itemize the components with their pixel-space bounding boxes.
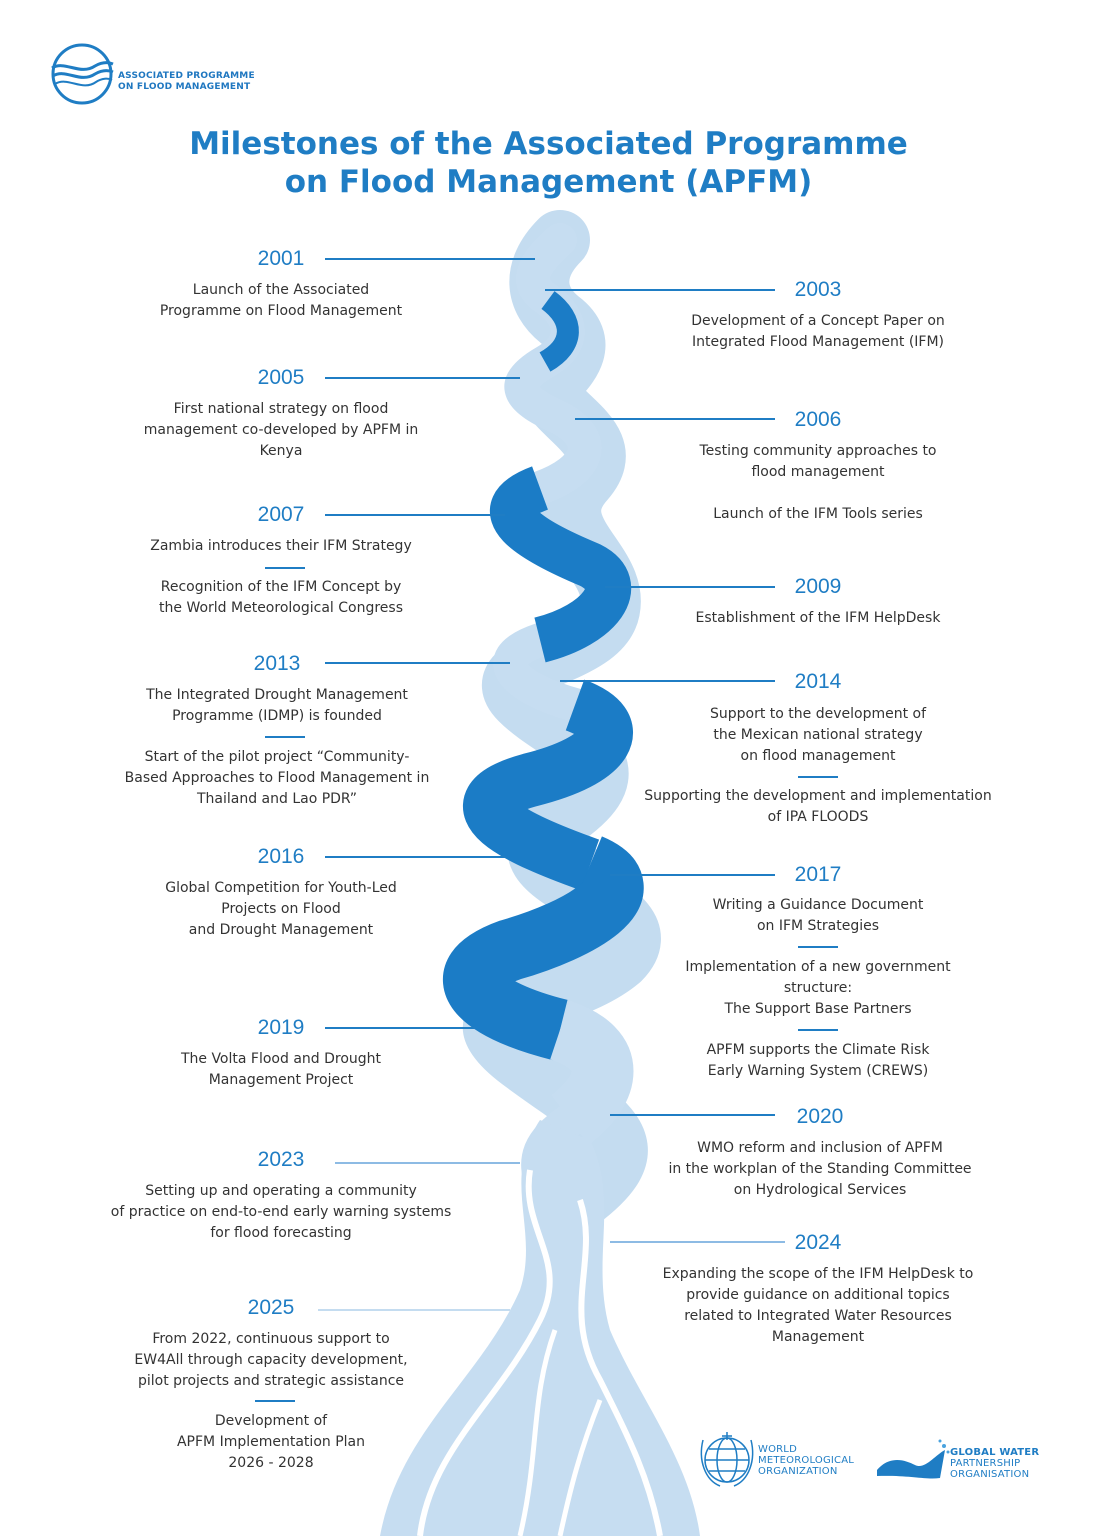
page-title <box>0 125 1097 201</box>
year-2016: 2016 <box>257 845 305 868</box>
milestone-2014-text-a <box>638 704 998 767</box>
year-2003: 2003 <box>794 278 842 301</box>
text-line: First national strategy on flood <box>173 401 389 417</box>
year-2025: 2025 <box>247 1296 295 1319</box>
year-2020: 2020 <box>796 1105 844 1128</box>
gwp-logo-icon <box>877 1440 950 1479</box>
text-line: Thailand and Lao PDR” <box>196 791 358 807</box>
logo-line-2: ON FLOOD MANAGEMENT <box>118 82 251 92</box>
year-2017: 2017 <box>794 863 842 886</box>
text-line: pilot projects and strategic assistance <box>137 1373 405 1389</box>
text-line: Programme on Flood Management <box>159 303 403 319</box>
text-line: Development of a Concept Paper on <box>691 313 945 329</box>
text-line: Support to the development of <box>709 706 927 722</box>
year-2019: 2019 <box>257 1016 305 1039</box>
text-line: Early Warning System (CREWS) <box>707 1063 929 1079</box>
text-line: Development of <box>214 1413 328 1429</box>
milestone-2014-text-b <box>618 786 1018 828</box>
text-line: Zambia introduces their IFM Strategy <box>150 538 412 554</box>
apfm-logo-icon <box>52 45 113 103</box>
text-line: the World Meteorological Congress <box>159 600 403 616</box>
text-line: Based Approaches to Flood Management in <box>124 770 430 786</box>
text-line: of IPA FLOODS <box>767 809 869 825</box>
milestone-2024-text <box>618 1264 1018 1348</box>
separator <box>798 946 838 948</box>
text-line: Setting up and operating a community <box>145 1183 417 1199</box>
text-line: WMO reform and inclusion of APFM <box>697 1140 943 1156</box>
text-line: Launch of the IFM Tools series <box>713 506 923 522</box>
text-line: provide guidance on additional topics <box>686 1287 950 1303</box>
milestone-2017-text-a <box>638 895 998 937</box>
text-line: EW4All through capacity development, <box>134 1352 408 1368</box>
text-line: and Drought Management <box>188 922 374 938</box>
year-2013: 2013 <box>253 652 301 675</box>
text-line: ORGANISATION <box>950 1469 1030 1480</box>
milestone-2016-text <box>101 878 461 941</box>
text-line: Writing a Guidance Document <box>712 897 924 913</box>
milestone-2025-text-b <box>91 1411 451 1474</box>
milestone-2017-text-c <box>638 1040 998 1082</box>
milestone-2020-text <box>620 1138 1020 1201</box>
text-line: Recognition of the IFM Concept by <box>160 579 402 595</box>
text-line: in the workplan of the Standing Committee <box>668 1161 972 1177</box>
text-line: GLOBAL WATER <box>950 1447 1040 1458</box>
text-line: Kenya <box>259 443 303 459</box>
milestone-2001-text <box>101 280 461 322</box>
text-line: Management Project <box>208 1072 354 1088</box>
year-2023: 2023 <box>257 1148 305 1171</box>
text-line: Programme (IDMP) is founded <box>172 708 382 724</box>
text-line: Start of the pilot project “Community- <box>144 749 410 765</box>
text-line: Expanding the scope of the IFM HelpDesk to <box>662 1266 974 1282</box>
separator <box>265 567 305 569</box>
milestone-2017-text-b <box>638 957 998 1020</box>
year-2009: 2009 <box>794 575 842 598</box>
text-line: Management <box>771 1329 865 1345</box>
milestone-2003-text <box>638 311 998 353</box>
milestone-2006-text <box>638 441 998 525</box>
separator <box>798 776 838 778</box>
milestone-2009-text <box>638 608 998 629</box>
text-line: for flood forecasting <box>210 1225 352 1241</box>
year-2024: 2024 <box>794 1231 842 1254</box>
text-line: Testing community approaches to <box>699 443 937 459</box>
text-line: management co-developed by APFM in <box>143 422 419 438</box>
milestone-2005-text <box>101 399 461 462</box>
separator <box>265 736 305 738</box>
text-line: The Integrated Drought Management <box>146 687 408 703</box>
wmo-logo-text <box>758 1444 854 1477</box>
text-line: on IFM Strategies <box>756 918 880 934</box>
text-line: METEOROLOGICAL <box>758 1455 855 1466</box>
text-line: The Volta Flood and Drought <box>180 1051 382 1067</box>
title-line-1: Milestones of the Associated Programme <box>189 126 908 162</box>
text-line: APFM supports the Climate Risk <box>706 1042 930 1058</box>
text-line: on Hydrological Services <box>733 1182 907 1198</box>
text-line: WORLD <box>758 1444 797 1455</box>
milestone-2007-text-b <box>101 577 461 619</box>
text-line: Launch of the Associated <box>192 282 370 298</box>
milestone-2023-text <box>81 1181 481 1244</box>
year-2005: 2005 <box>257 366 305 389</box>
text-line: From 2022, continuous support to <box>152 1331 390 1347</box>
milestone-2007-text-a <box>101 536 461 557</box>
title-line-2: on Flood Management (APFM) <box>284 164 813 200</box>
text-line: structure: <box>783 980 853 996</box>
text-line: of practice on end-to-end early warning systems <box>110 1204 452 1220</box>
separator <box>255 1400 295 1402</box>
text-line: APFM Implementation Plan <box>176 1434 365 1450</box>
milestone-2013-text-a <box>97 685 457 727</box>
apfm-logo-text <box>118 71 255 93</box>
text-line: Projects on Flood <box>221 901 341 917</box>
year-2014: 2014 <box>794 670 842 693</box>
text-line: Establishment of the IFM HelpDesk <box>695 610 941 626</box>
text-line: the Mexican national strategy <box>713 727 923 743</box>
separator <box>798 1029 838 1031</box>
text-line: PARTNERSHIP <box>950 1458 1021 1469</box>
text-line: Supporting the development and implementation <box>644 788 992 804</box>
text-line: Implementation of a new government <box>685 959 951 975</box>
wmo-emblem-icon <box>701 1432 752 1486</box>
text-line: Integrated Flood Management (IFM) <box>691 334 945 350</box>
milestone-2019-text <box>101 1049 461 1091</box>
milestone-2025-text-a <box>91 1329 451 1392</box>
gwp-logo-text <box>950 1447 1039 1480</box>
logo-line-1: ASSOCIATED PROGRAMME <box>118 71 255 81</box>
year-2001: 2001 <box>257 247 305 270</box>
text-line: ORGANIZATION <box>758 1466 838 1477</box>
text-line: The Support Base Partners <box>724 1001 912 1017</box>
text-line: flood management <box>751 464 885 480</box>
milestone-2013-text-b <box>87 747 467 810</box>
year-2006: 2006 <box>794 408 842 431</box>
text-line: on flood management <box>740 748 896 764</box>
year-2007: 2007 <box>257 503 305 526</box>
text-line: 2026 - 2028 <box>228 1455 314 1471</box>
text-line: Global Competition for Youth-Led <box>165 880 397 896</box>
text-line: related to Integrated Water Resources <box>684 1308 952 1324</box>
